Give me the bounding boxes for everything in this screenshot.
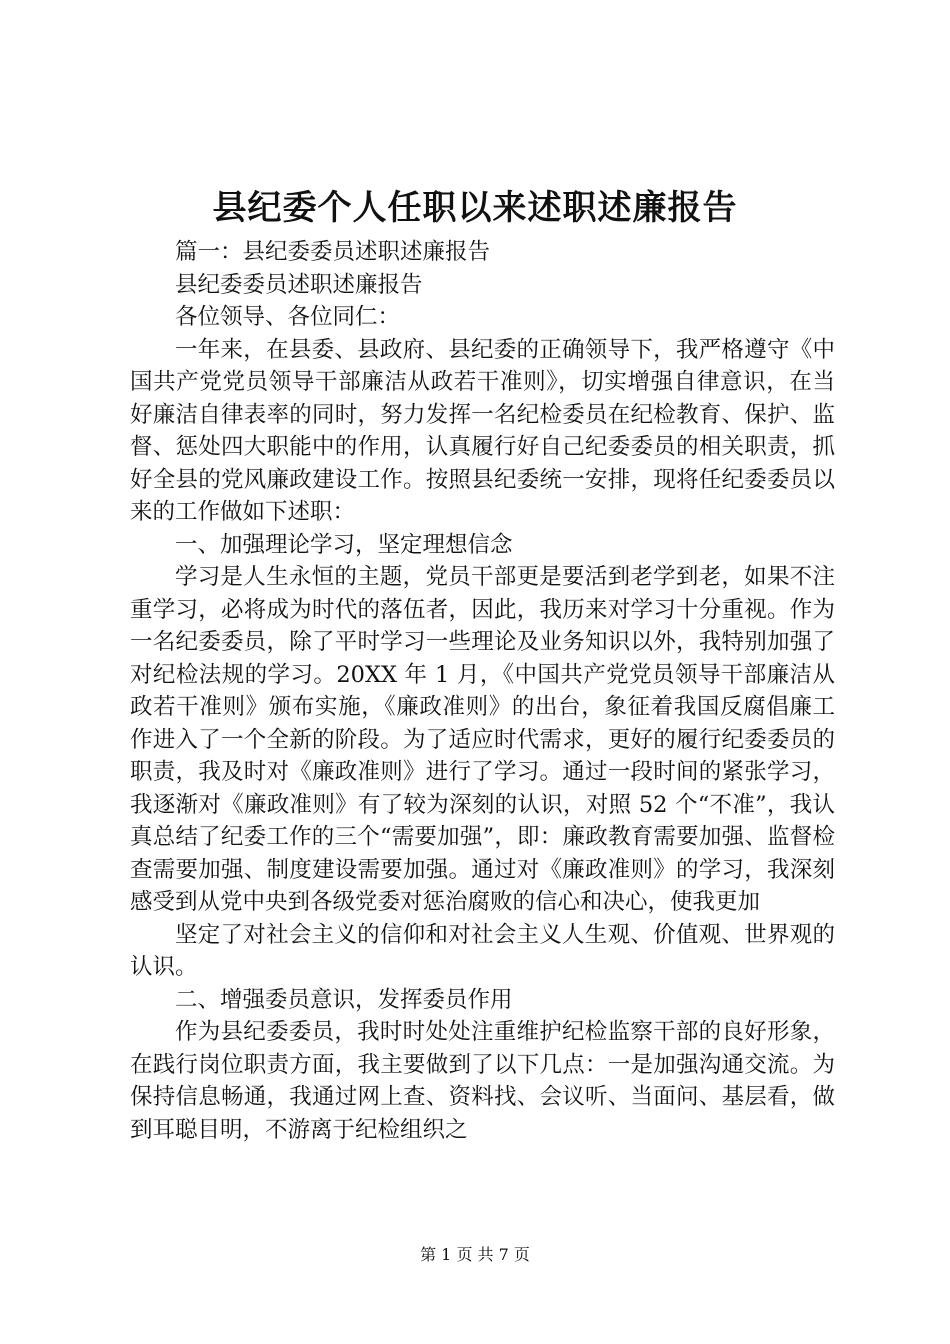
document-body [130, 236, 835, 1146]
section-heading: 一、加强理论学习，坚定理想信念 [175, 531, 513, 558]
page-number-footer: 第 1 页 共 7 页 [420, 1245, 530, 1264]
paragraph: 坚定了对社会主义的信仰和对社会主义人生观、价值观、世界观的认识。 [130, 921, 835, 980]
paragraph: 学习是人生永恒的主题，党员干部更是要活到老学到老，如果不注重学习，必将成为时代的落伍者，因此，我历来对学习十分重视。作为一名纪委委员，除了平时学习一些理论及业务知识以外，我特别加强了对纪检法规的学习。20XX 年 1 月，《中国共产党党员领导干部廉洁从政若干准则》颁布实施，《廉政准则》的出台，象征着我国反腐倡廉工作进入了一个全新的阶段。为了适应时代需求，更好的履行纪委委员的职责，我及时对《廉政准则》进行了学习。通过一段时间的紧张学习，我逐渐对《廉政准则》有了较为深刻的认识，对照 52 个“不准”，我认真总结了纪委工作的三个“需要加强”，即：廉政教育需要加强、监督检查需要加强、制度建设需要加强。通过对《廉政准则》的学习，我深刻感受到从党中央到各级党委对惩治腐败的信心和决心，使我更加 [130, 564, 835, 915]
section-heading: 二、增强委员意识，发挥委员作用 [175, 986, 513, 1013]
paragraph: 篇一：县纪委委员述职述廉报告 [175, 239, 491, 265]
document-title: 县纪委个人任职以来述职述廉报告 [212, 188, 738, 228]
paragraph: 各位领导、各位同仁： [175, 304, 401, 330]
paragraph: 作为县纪委委员，我时时处处注重维护纪检监察干部的良好形象，在践行岗位职责方面，我主要做到了以下几点：一是加强沟通交流。为保持信息畅通，我通过网上查、资料找、会议听、当面问、基层看，做到耳聪目明，不游离于纪检组织之 [130, 1019, 835, 1143]
paragraph: 一年来，在县委、县政府、县纪委的正确领导下，我严格遵守《中国共产党党员领导干部廉洁从政若干准则》，切实增强自律意识，在当好廉洁自律表率的同时，努力发挥一名纪检委员在纪检教育、保护、监督、惩处四大职能中的作用，认真履行好自己纪委委员的相关职责，抓好全县的党风廉政建设工作。按照县纪委统一安排，现将任纪委委员以来的工作做如下述职： [130, 336, 835, 525]
paragraph: 县纪委委员述职述廉报告 [175, 271, 423, 298]
